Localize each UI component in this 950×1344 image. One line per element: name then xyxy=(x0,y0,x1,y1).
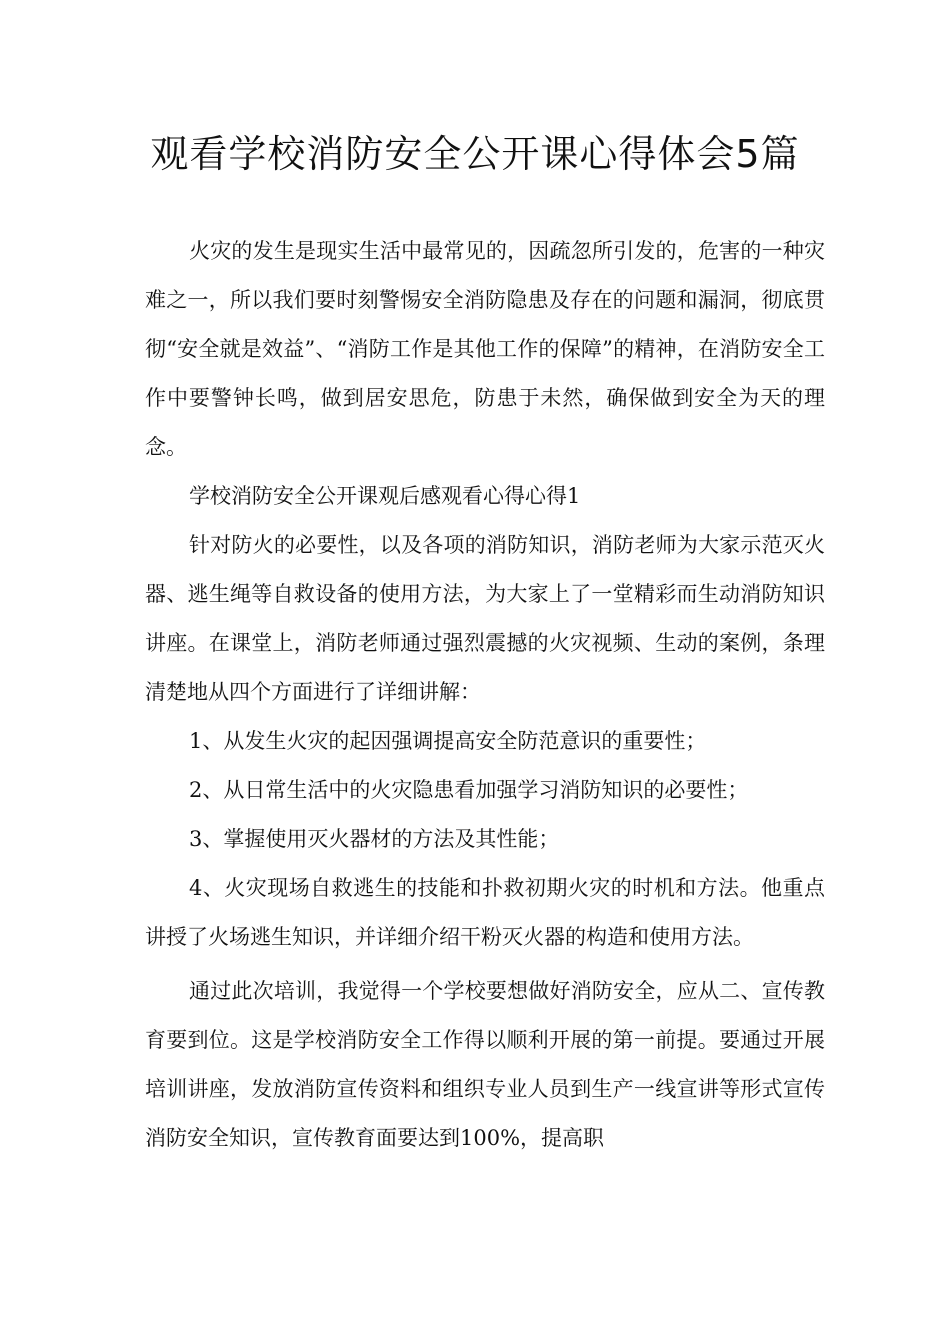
paragraph-lecture: 针对防火的必要性，以及各项的消防知识，消防老师为大家示范灭火器、逃生绳等自救设备的使用方法，为大家上了一堂精彩而生动消防知识讲座。在课堂上，消防老师通过强烈震撼的火灾视频、生动的案例，条理清楚地从四个方面进行了详细讲解： xyxy=(145,533,825,704)
document-title: 观看学校消防安全公开课心得体会5篇 xyxy=(150,132,800,176)
paragraph-training: 通过此次培训，我觉得一个学校要想做好消防安全，应从二、宣传教育要到位。这是学校消防安全工作得以顺利开展的第一前提。要通过开展培训讲座，发放消防宣传资料和组织专业人员到生产一线宣讲等形式宣传消防安全知识，宣传教育面要达到100%，提高职 xyxy=(145,979,825,1150)
list-item-2: 2、从日常生活中的火灾隐患看加强学习消防知识的必要性； xyxy=(189,778,749,802)
paragraph-subheading: 学校消防安全公开课观后感观看心得心得1 xyxy=(189,484,581,508)
list-item-4: 4、火灾现场自救逃生的技能和扑救初期火灾的时机和方法。他重点讲授了火场逃生知识，并详细介绍干粉灭火器的构造和使用方法。 xyxy=(145,876,825,949)
list-item-3: 3、掌握使用灭火器材的方法及其性能； xyxy=(189,827,560,851)
list-item-1: 1、从发生火灾的起因强调提高安全防范意识的重要性； xyxy=(189,729,707,753)
document-body xyxy=(145,227,825,1163)
paragraph-intro: 火灾的发生是现实生活中最常见的，因疏忽所引发的，危害的一种灾难之一，所以我们要时刻警惕安全消防隐患及存在的问题和漏洞，彻底贯彻“安全就是效益”、“消防工作是其他工作的保障”的精神，在消防安全工作中要警钟长鸣，做到居安思危，防患于未然，确保做到安全为天的理念。 xyxy=(145,239,825,459)
